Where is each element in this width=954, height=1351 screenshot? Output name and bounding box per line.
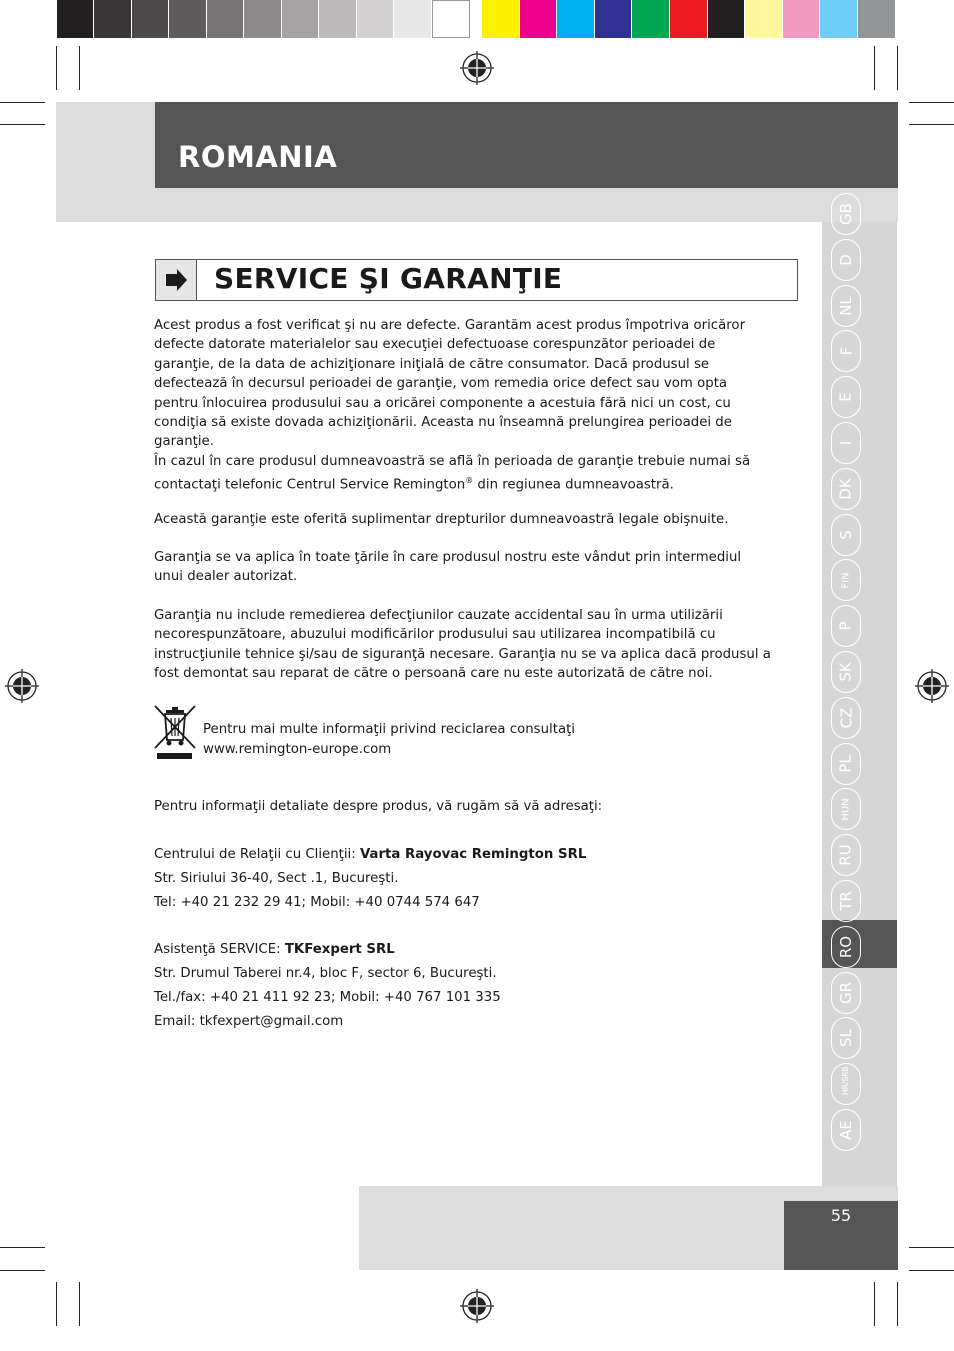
page-number: 55 (830, 1206, 852, 1225)
text-segment: din regiunea dumneavoastră. (473, 477, 674, 493)
language-tab-hun[interactable] (831, 788, 861, 830)
arrow-right-icon (156, 260, 196, 300)
legal-rights-paragraph (154, 510, 779, 529)
language-tab-label: GR (836, 981, 855, 1005)
crop-mark (874, 1282, 875, 1326)
language-tab-label: PL (837, 755, 855, 773)
warranty-paragraph (154, 316, 779, 495)
crossed-bin-icon (153, 704, 197, 762)
language-tab-pl[interactable] (831, 743, 861, 785)
language-tab-p[interactable] (831, 605, 861, 647)
color-swatch (132, 0, 169, 38)
language-tab-label: HUN (840, 797, 852, 821)
color-swatch (357, 0, 394, 38)
color-swatch (282, 0, 319, 38)
text-line: necorespunzătoare, abuzului modificărilor produsului sau utilizarea incompatibilă cu (154, 627, 716, 643)
color-swatch (319, 0, 357, 38)
color-swatch (394, 0, 432, 38)
registration-mark-icon (915, 669, 949, 703)
language-tab-label: P (836, 621, 855, 631)
service-name: TKFexpert SRL (284, 942, 395, 957)
language-tab-e[interactable] (831, 376, 861, 418)
language-tab-label: NL (836, 296, 855, 316)
service-phone: Tel./fax: +40 21 411 92 23; Mobil: +40 767 101 335 (154, 990, 501, 1005)
language-tab-label: HR/SRB (841, 1066, 850, 1095)
text-line: Această garanţie este oferită suplimentar drepturilor dumneavoastră legale obişnuite. (154, 512, 729, 527)
language-tab-i[interactable] (831, 422, 861, 464)
text-line: Garanţia nu include remedierea defecţiunilor cauzate accidental sau în urma utilizării (154, 608, 723, 623)
color-swatch (783, 0, 821, 38)
coverage-paragraph (154, 548, 779, 587)
text-line (154, 471, 779, 495)
language-tab-tr[interactable] (831, 880, 861, 922)
contact-intro: Pentru informaţii detaliate despre produs, vă rugăm să vă adresaţi: (154, 799, 603, 814)
language-tab-label: CZ (837, 707, 855, 729)
color-swatch (557, 0, 595, 38)
text-line: Garanţia se va aplica în toate ţările în care produsul nostru este vândut prin intermediul (154, 550, 742, 565)
color-swatch (520, 0, 558, 38)
crop-mark (897, 1282, 898, 1326)
language-tab-label: FIN (840, 571, 852, 589)
language-tab-hr-srb[interactable] (831, 1063, 861, 1105)
language-tab-nl[interactable] (831, 285, 861, 327)
exclusions-paragraph (154, 606, 779, 684)
language-tab-label: SL (836, 1029, 855, 1047)
color-swatch (858, 0, 896, 38)
language-tab-f[interactable] (831, 330, 861, 372)
color-swatch (207, 0, 244, 38)
service-address: Str. Drumul Taberei nr.4, bloc F, sector 6, Bucureşti. (154, 966, 497, 981)
language-tab-label: SK (836, 662, 855, 682)
crop-mark (897, 46, 898, 90)
language-tab-dk[interactable] (831, 468, 861, 510)
text-line: condiţia să existe dovada achiziţionării. Aceasta nu înseamnă prelungirea perioadei de (154, 415, 732, 431)
text-segment: contactaţi telefonic Centrul Service Remington (154, 477, 466, 493)
language-tab-label: S (837, 530, 855, 540)
language-tab-gr[interactable] (831, 972, 861, 1014)
color-swatch (820, 0, 858, 38)
language-tab-gb[interactable] (831, 193, 861, 235)
text-line: În cazul în care produsul dumneavoastră se află în perioada de garanţie trebuie numai să (154, 453, 751, 469)
language-tab-fin[interactable] (831, 559, 861, 601)
color-swatch (708, 0, 746, 38)
color-swatch (670, 0, 708, 38)
color-swatch (94, 0, 132, 38)
color-swatch (57, 0, 94, 38)
language-tab-sk[interactable] (831, 651, 861, 693)
service-label: Asistenţă SERVICE: (154, 942, 285, 957)
crop-mark (79, 46, 80, 90)
language-tab-label: RU (837, 844, 855, 866)
crop-mark (79, 1282, 80, 1326)
language-tab-label: GB (836, 203, 855, 225)
customer-center-name: Varta Rayovac Remington SRL (359, 847, 587, 862)
language-tab-ro[interactable] (831, 926, 861, 968)
color-calibration-bar (57, 0, 896, 38)
text-line: garanţie. (154, 434, 214, 450)
language-tab-label: RO (836, 935, 855, 959)
country-title: ROMANIA (178, 140, 338, 174)
registered-mark: ® (465, 476, 474, 486)
crop-mark (56, 1282, 57, 1326)
color-swatch (432, 0, 470, 38)
registration-mark-icon (5, 669, 39, 703)
crop-mark (909, 102, 954, 103)
text-line: pentru înlocuirea produsului sau a oricărei componente a acestuia fără nici un cost, cu (154, 395, 731, 411)
color-swatch (595, 0, 633, 38)
crop-mark (874, 46, 875, 90)
text-line: defecte datorate materialelor sau execuţiei defectuoase corespunzător perioadei de (154, 337, 716, 353)
service-line (154, 940, 395, 959)
service-email: Email: tkfexpert@gmail.com (154, 1014, 344, 1029)
language-tab-s[interactable] (831, 514, 861, 556)
text-line: instrucţiunile tehnice şi/sau de siguranţă necesare. Garanţia nu se va aplica dacă produsul a (154, 646, 771, 662)
section-arrow-box (155, 259, 197, 301)
crop-mark (909, 124, 954, 125)
text-line: unui dealer autorizat. (154, 569, 298, 585)
text-line: Acest produs a fost verificat şi nu are defecte. Garantăm acest produs împotriva oricăror (154, 318, 746, 333)
language-tab-sl[interactable] (831, 1017, 861, 1059)
crop-mark (0, 1247, 45, 1248)
customer-center-label: Centrului de Relaţii cu Clienţii: (154, 847, 360, 862)
language-tab-label: I (837, 440, 855, 446)
language-tab-label: F (836, 346, 855, 356)
crop-mark (0, 124, 45, 125)
registration-mark-icon (460, 1289, 494, 1323)
language-tab-ru[interactable] (831, 834, 861, 876)
language-tab-label: TR (837, 891, 855, 911)
recycle-website-link[interactable]: www.remington-europe.com (203, 742, 392, 757)
crop-mark (909, 1247, 954, 1248)
language-tab-d[interactable] (831, 239, 861, 281)
language-tab-label: DK (836, 478, 855, 500)
registration-mark-icon (460, 51, 494, 85)
crop-mark (0, 102, 45, 103)
crop-mark (56, 46, 57, 90)
language-tab-label: AE (837, 1120, 855, 1140)
text-line: defectează în decursul perioadei de garanţie, vom remedia orice defect sau vom opta (154, 376, 728, 392)
language-tab-label: D (837, 254, 855, 266)
section-title: SERVICE ŞI GARANŢIE (214, 262, 563, 295)
recycle-info-text: Pentru mai multe informaţii privind reciclarea consultaţi (203, 722, 576, 737)
color-swatch (632, 0, 670, 38)
language-tab-ae[interactable] (831, 1109, 861, 1151)
color-swatch (745, 0, 783, 38)
color-swatch (169, 0, 207, 38)
crop-mark (909, 1270, 954, 1271)
customer-center-phone: Tel: +40 21 232 29 41; Mobil: +40 0744 574 647 (154, 895, 480, 910)
text-line: fost demontat sau reparat de către o persoană care nu este autorizată de către noi. (154, 666, 713, 682)
customer-center-address: Str. Siriului 36-40, Sect .1, Bucureşti. (154, 871, 399, 886)
language-tab-cz[interactable] (831, 697, 861, 739)
color-swatch (482, 0, 520, 38)
color-swatch (244, 0, 282, 38)
crop-mark (0, 1270, 45, 1271)
customer-center-line (154, 845, 586, 864)
language-tab-label: E (836, 392, 855, 402)
text-line: garanţie, de la data de achiziţionare iniţială de către consumator. Dacă produsul se (154, 356, 710, 372)
